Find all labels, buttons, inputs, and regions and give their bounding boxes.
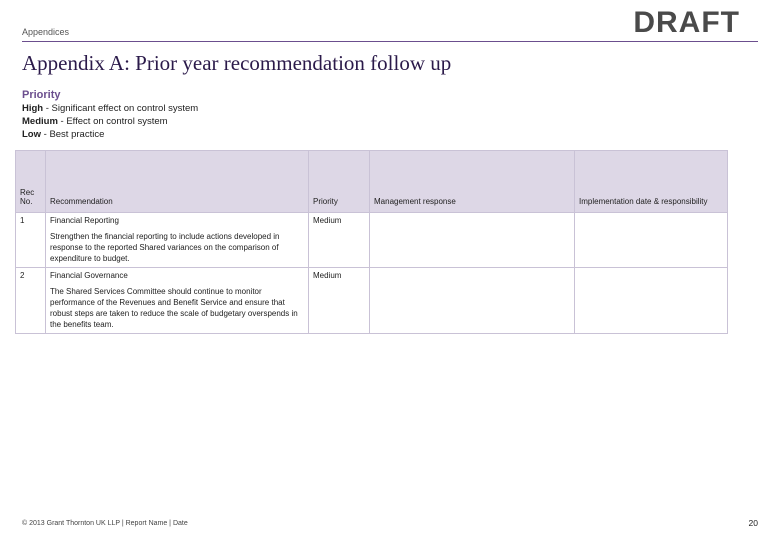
page-number: 20 <box>748 518 758 528</box>
table-header-row <box>16 151 728 213</box>
page-title: Appendix A: Prior year recommendation follow up <box>22 51 452 75</box>
recommendation-title: Financial Governance <box>50 271 128 280</box>
column-header-recommendation: Recommendation <box>46 151 309 213</box>
column-header-implementation: Implementation date & responsibility <box>575 151 728 213</box>
cell-management-response[interactable] <box>370 268 575 334</box>
column-header-management-response: Management response <box>370 151 575 213</box>
priority-legend-medium <box>22 115 198 128</box>
recommendation-detail: The Shared Services Committee should continue to monitor performance of the Revenues and Benefit Service and ensure that robust steps are taken to reduce the scale of budgetary overspends in the benefits team. <box>50 287 298 329</box>
header-divider <box>22 41 758 42</box>
column-header-priority: Priority <box>309 151 370 213</box>
cell-implementation[interactable] <box>575 213 728 268</box>
priority-level-label: Low <box>22 129 41 140</box>
draft-watermark: DRAFT <box>633 6 740 39</box>
recommendations-table <box>15 150 728 334</box>
priority-level-description: - Effect on control system <box>57 116 168 127</box>
priority-heading: Priority <box>22 89 61 101</box>
cell-implementation[interactable] <box>575 268 728 334</box>
cell-recommendation <box>46 268 309 334</box>
priority-legend-high <box>22 102 198 115</box>
recommendation-title: Financial Reporting <box>50 216 119 225</box>
section-label: Appendices <box>22 27 70 37</box>
priority-legend <box>22 102 198 141</box>
cell-priority: Medium <box>309 213 370 268</box>
priority-level-label: Medium <box>22 116 58 127</box>
cell-management-response[interactable] <box>370 213 575 268</box>
cell-rec-no: 1 <box>16 213 46 268</box>
footer-text: © 2013 Grant Thornton UK LLP | Report Name | Date <box>22 520 188 527</box>
cell-priority: Medium <box>309 268 370 334</box>
cell-recommendation <box>46 213 309 268</box>
table-row <box>16 213 728 268</box>
recommendation-detail: Strengthen the financial reporting to include actions developed in response to the reported Shared variances on the comparison of expenditure to budget. <box>50 232 280 263</box>
priority-level-description: - Best practice <box>41 129 105 140</box>
priority-level-description: - Significant effect on control system <box>43 103 199 114</box>
priority-level-label: High <box>22 103 44 114</box>
table-row <box>16 268 728 334</box>
column-header-rec-no: Rec No. <box>16 151 46 213</box>
cell-rec-no: 2 <box>16 268 46 334</box>
priority-legend-low <box>22 128 198 141</box>
